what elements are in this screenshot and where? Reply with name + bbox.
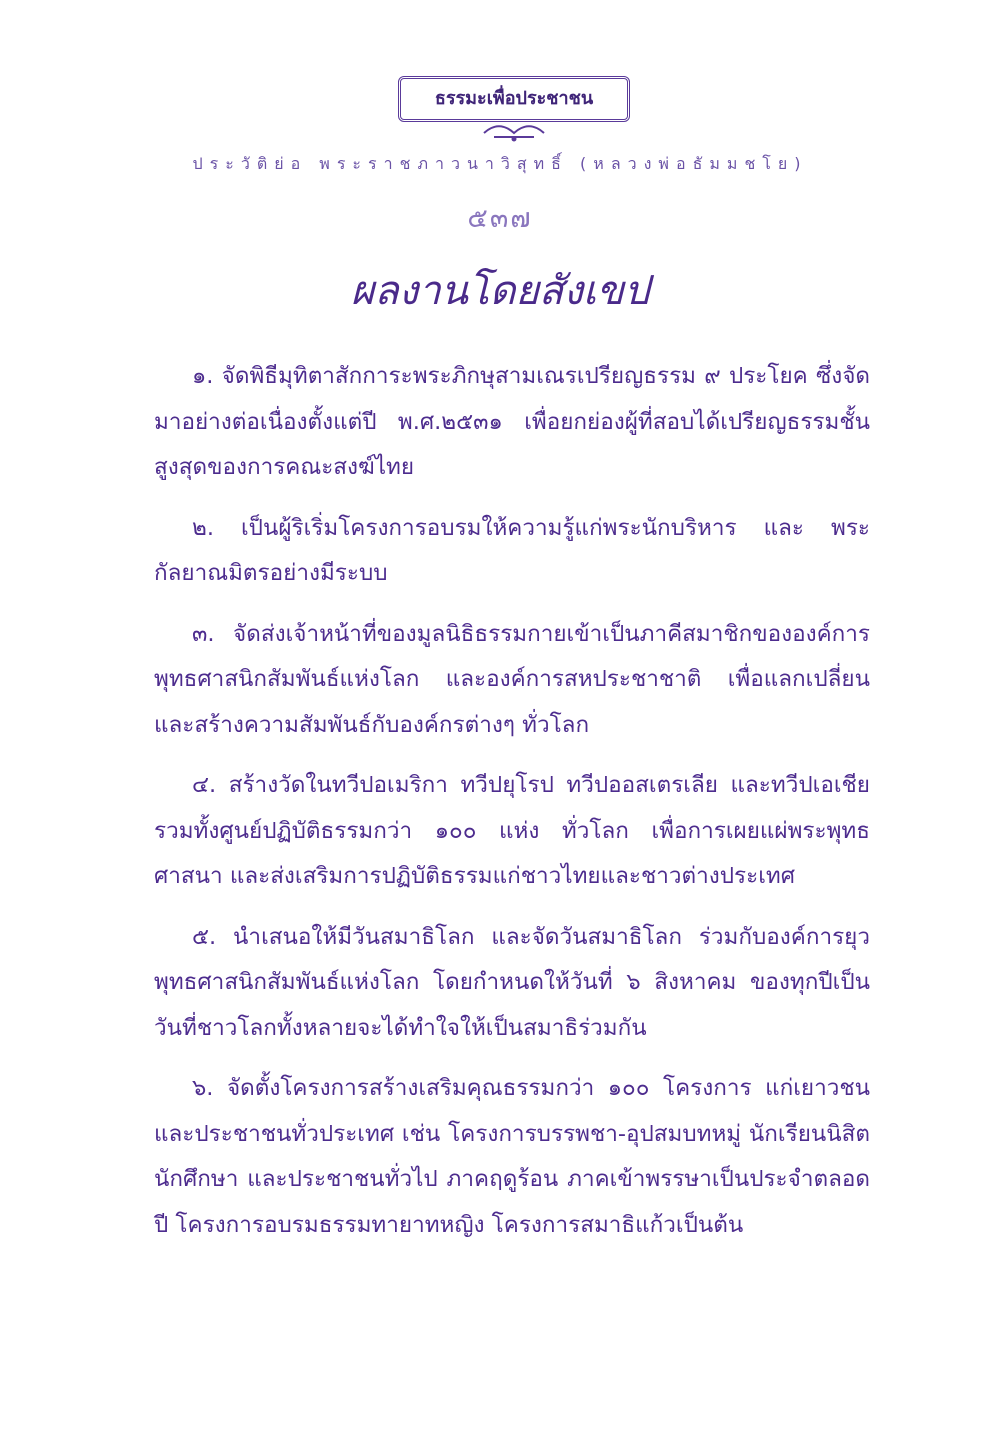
page-title: ผลงานโดยสังเขป	[350, 268, 650, 314]
paragraph-list	[154, 354, 870, 1263]
paragraph-5: ๕. นำเสนอให้มีวันสมาธิโลก และจัดวันสมาธิโลก ร่วมกับองค์การยุวพุทธศาสนิกสัมพันธ์แห่งโลก โดยกำหนดให้วันที่ ๖ สิงหาคม ของทุกปีเป็นวันที่ชาวโลกทั้งหลายจะได้ทำใจให้เป็นสมาธิร่วมกัน	[154, 923, 870, 1041]
emblem-title: ธรรมะเพื่อประชาชน	[434, 88, 594, 109]
paragraph-1: ๑. จัดพิธีมุทิตาสักการะพระภิกษุสามเณรเปรียญธรรม ๙ ประโยค ซึ่งจัดมาอย่างต่อเนื่องตั้งแต่ปี พ.ศ.๒๕๓๑ เพื่อยกย่องผู้ที่สอบได้เปรียญธรรมชั้นสูงสุดของการคณะสงฆ์ไทย	[154, 363, 870, 480]
page-number: ๕๓๗	[467, 203, 533, 234]
paragraph-3: ๓. จัดส่งเจ้าหน้าที่ของมูลนิธิธรรมกายเข้าเป็นภาคีสมาชิกขององค์การพุทธศาสนิกสัมพันธ์แห่งโลก และองค์การสหประชาชาติ เพื่อแลกเปลี่ยนและสร้างความสัมพันธ์กับองค์กรต่างๆ ทั่วโลก	[154, 620, 870, 738]
paragraph-4: ๔. สร้างวัดในทวีปอเมริกา ทวีปยุโรป ทวีปออสเตรเลีย และทวีปเอเชีย รวมทั้งศูนย์ปฏิบัติธรรมกว่า ๑๐๐ แห่ง ทั่วโลก เพื่อการเผยแผ่พระพุทธศาสนา และส่งเสริมการปฏิบัติธรรมแก่ชาวไทยและชาวต่างประเทศ	[154, 772, 870, 889]
emblem-flourish-icon	[398, 120, 630, 146]
book-emblem	[398, 76, 630, 148]
paragraph-2: ๒. เป็นผู้ริเริ่มโครงการอบรมให้ความรู้แก่พระนักบริหาร และ พระกัลยาณมิตรอย่างมีระบบ	[154, 514, 870, 586]
paragraph-6: ๖. จัดตั้งโครงการสร้างเสริมคุณธรรมกว่า ๑๐๐ โครงการ แก่เยาวชนและประชาชนทั่วประเทศ เช่น โครงการบรรพชา-อุปสมบทหมู่ นักเรียนนิสิต นักศึกษา และประชาชนทั่วไป ภาคฤดูร้อน ภาคเข้าพรรษาเป็นประจำตลอดปี โครงการอบรมธรรมทายาทหญิง โครงการสมาธิแก้วเป็นต้น	[154, 1075, 870, 1238]
page-header: ประวัติย่อ พระราชภาวนาวิสุทธิ์ (หลวงพ่อธัมมชโย)	[192, 154, 808, 173]
